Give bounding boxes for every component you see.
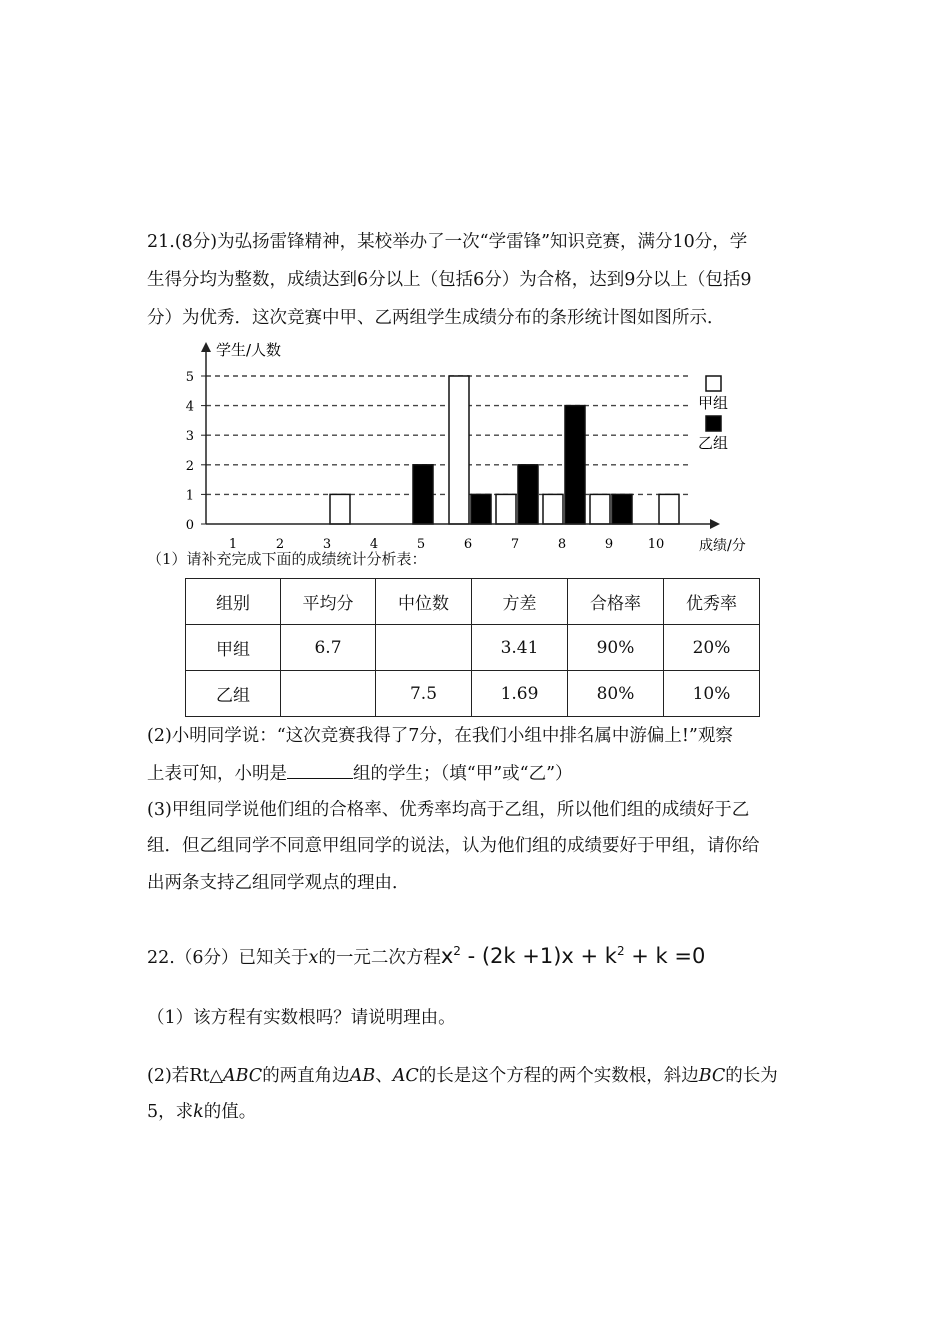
bar-yi bbox=[565, 406, 585, 524]
q21-sub3-line3: 出两条支持乙组同学观点的理由． bbox=[147, 873, 410, 893]
x-tick-label: 10 bbox=[647, 537, 665, 552]
bar-jia bbox=[449, 376, 469, 524]
table-cell bbox=[376, 625, 472, 671]
bar-yi bbox=[612, 494, 632, 524]
x-axis-arrow bbox=[710, 519, 720, 529]
q22-var-ab: AB bbox=[349, 1066, 376, 1086]
table-header-cell: 中位数 bbox=[376, 579, 472, 625]
quadratic-equation bbox=[441, 944, 705, 968]
q21-line2: 生得分均为整数，成绩达到6分以上（包括6分）为合格，达到9分以上（包括9 bbox=[147, 270, 752, 290]
q22-text: 的长为 bbox=[725, 1066, 778, 1086]
table-header-cell: 合格率 bbox=[568, 579, 664, 625]
q21-sub1: （1）请补充完成下面的成绩统计分析表： bbox=[147, 550, 427, 568]
table-cell: 1.69 bbox=[472, 671, 568, 717]
x-axis-title: 成绩/分 bbox=[699, 538, 746, 554]
table-cell: 80% bbox=[568, 671, 664, 717]
x-tick-label: 7 bbox=[510, 537, 520, 552]
y-tick-label: 5 bbox=[185, 370, 194, 385]
x-tick-label: 5 bbox=[416, 537, 426, 552]
x-tick-label: 2 bbox=[275, 537, 285, 552]
legend-swatch-yi bbox=[706, 416, 721, 431]
q22-sub2-line2 bbox=[147, 1098, 256, 1123]
y-axis-title: 学生/人数 bbox=[216, 341, 282, 359]
legend-label-jia: 甲组 bbox=[698, 394, 729, 412]
x-tick-label: 3 bbox=[322, 537, 332, 552]
stats-table bbox=[185, 578, 760, 717]
table-cell: 甲组 bbox=[186, 625, 281, 671]
q22-var-ac: AC bbox=[392, 1066, 419, 1086]
y-axis-arrow bbox=[201, 342, 211, 352]
q22-text: 、 bbox=[375, 1066, 393, 1086]
bar-yi bbox=[413, 465, 433, 524]
legend-label-yi: 乙组 bbox=[698, 434, 729, 452]
eq-mid: - (2k +1)x + k bbox=[460, 944, 617, 968]
bar-jia bbox=[496, 494, 516, 524]
table-cell: 7.5 bbox=[376, 671, 472, 717]
x-tick-label: 4 bbox=[369, 537, 379, 552]
q21-sub2-text-b: 组的学生；（填“甲”或“乙”） bbox=[353, 764, 573, 784]
bar-jia bbox=[330, 494, 350, 524]
y-tick-label: 1 bbox=[185, 488, 194, 504]
q22-var-abc: ABC bbox=[222, 1066, 263, 1086]
q22-text: 5，求 bbox=[147, 1102, 194, 1122]
legend-swatch-jia bbox=[706, 376, 721, 391]
eq-exp: 2 bbox=[616, 944, 625, 958]
table-cell: 6.7 bbox=[281, 625, 376, 671]
q21-sub2-line1: (2)小明同学说：“这次竞赛我得了7分，在我们小组中排名属中游偏上!”观察 bbox=[147, 726, 733, 746]
bar-yi bbox=[518, 465, 538, 524]
q21-line1: 21.(8分)为弘扬雷锋精神，某校举办了一次“学雷锋”知识竞赛，满分10分，学 bbox=[147, 232, 748, 252]
x-tick-label: 8 bbox=[557, 537, 567, 552]
q21-line3: 分）为优秀．这次竞赛中甲、乙两组学生成绩分布的条形统计图如图所示． bbox=[147, 308, 725, 328]
table-cell: 20% bbox=[664, 625, 760, 671]
table-header-row bbox=[186, 579, 760, 625]
bar-jia bbox=[543, 494, 563, 524]
q22-sub1: （1）该方程有实数根吗？请说明理由。 bbox=[147, 1008, 456, 1028]
q22-sub2-line1 bbox=[147, 1062, 778, 1087]
q22-var-x: x bbox=[308, 948, 319, 968]
q22-text: 的长是这个方程的两个实数根，斜边 bbox=[418, 1066, 699, 1086]
y-tick-label: 3 bbox=[185, 429, 194, 445]
bar-jia bbox=[590, 494, 610, 524]
y-tick-label: 2 bbox=[185, 458, 194, 474]
answer-blank bbox=[287, 764, 353, 779]
q21-sub2-line2 bbox=[147, 760, 573, 785]
table-header-cell: 组别 bbox=[186, 579, 281, 625]
table-cell: 90% bbox=[568, 625, 664, 671]
table-header-cell: 优秀率 bbox=[664, 579, 760, 625]
q21-sub3-line2: 组．但乙组同学不同意甲组同学的说法，认为他们组的成绩要好于甲组，请你给 bbox=[147, 836, 760, 856]
eq-x: x bbox=[440, 944, 454, 968]
q22-text: 的值。 bbox=[203, 1102, 257, 1122]
q21-sub3-line1: (3)甲组同学说他们组的合格率、优秀率均高于乙组，所以他们组的成绩好于乙 bbox=[147, 800, 750, 820]
y-tick-label: 4 bbox=[185, 399, 194, 415]
q22-var-bc: BC bbox=[698, 1066, 726, 1086]
bar-jia bbox=[659, 494, 679, 524]
q22-intro-b: 的一元二次方程 bbox=[318, 948, 441, 968]
x-tick-label: 1 bbox=[228, 537, 238, 552]
x-tick-label: 6 bbox=[463, 537, 473, 552]
q22-intro-a: 22.（6分）已知关于 bbox=[147, 948, 309, 968]
table-header-cell: 方差 bbox=[472, 579, 568, 625]
table-cell: 3.41 bbox=[472, 625, 568, 671]
table-cell bbox=[281, 671, 376, 717]
table-cell: 10% bbox=[664, 671, 760, 717]
table-cell: 乙组 bbox=[186, 671, 281, 717]
q22-text: 的两直角边 bbox=[262, 1066, 350, 1086]
eq-end: + k =0 bbox=[624, 944, 706, 968]
q21-sub2-text-a: 上表可知，小明是 bbox=[147, 764, 287, 784]
q22-line1 bbox=[147, 944, 705, 969]
score-bar-chart bbox=[180, 338, 760, 560]
q22-var-k: k bbox=[193, 1102, 204, 1122]
q22-text: (2)若Rt△ bbox=[147, 1066, 223, 1086]
x-tick-label: 9 bbox=[604, 537, 614, 552]
eq-exp: 2 bbox=[453, 944, 461, 958]
y-tick-label: 0 bbox=[185, 518, 194, 533]
table-row bbox=[186, 625, 760, 671]
table-header-cell: 平均分 bbox=[281, 579, 376, 625]
table-row bbox=[186, 671, 760, 717]
bar-yi bbox=[471, 494, 491, 524]
